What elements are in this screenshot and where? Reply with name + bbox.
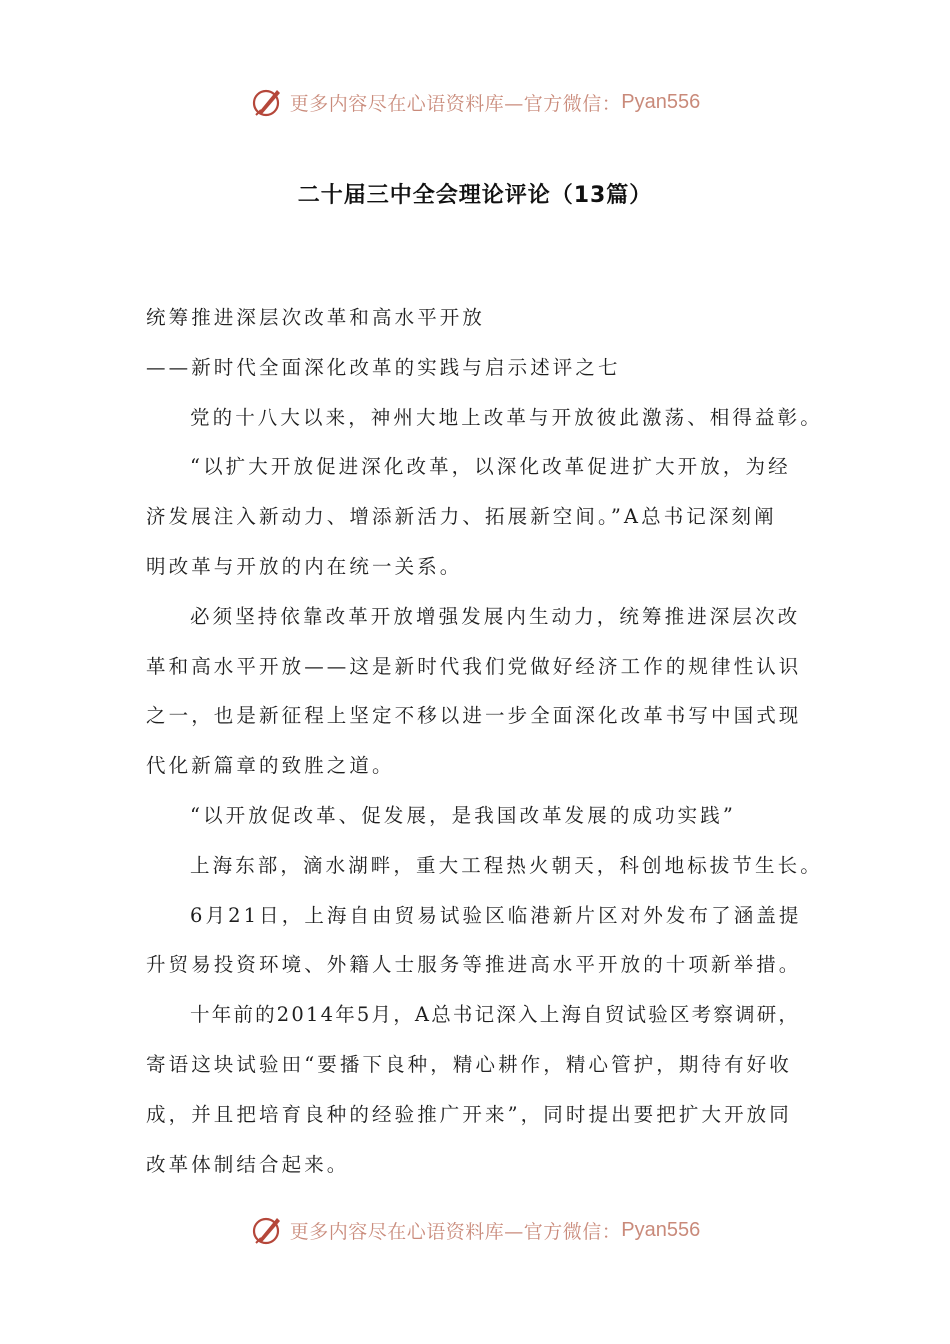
banner-wechat-id: Pyan556 [621, 90, 701, 113]
article-heading: 统筹推进深层次改革和高水平开放 [146, 306, 486, 329]
paragraph-line: 之一，也是新征程上坚定不移以进一步全面深化改革书写中国式现 [146, 704, 802, 728]
paragraph-line: 明改革与开放的内在统一关系。 [146, 554, 463, 578]
paragraph-line: 成，并且把培育良种的经验推广开来”，同时提出要把扩大开放同 [146, 1102, 792, 1126]
paragraph-line: “以扩大开放促进深化改革，以深化改革促进扩大开放，为经 [190, 455, 791, 479]
paragraph-line: 6月21日，上海自由贸易试验区临港新片区对外发布了涵盖提 [190, 903, 802, 927]
banner-text: 更多内容尽在心语资料库—官方微信： [289, 1220, 622, 1243]
document-title: 二十届三中全会理论评论（13篇） [297, 183, 653, 208]
article-subheading: ——新时代全面深化改革的实践与启示述评之七 [146, 355, 621, 379]
quill-pen-logo-icon [250, 1213, 284, 1247]
paragraph-line: 升贸易投资环境、外籍人士服务等推进高水平开放的十项新举措。 [146, 953, 802, 977]
footer-watermark-banner [0, 1210, 950, 1250]
paragraph-line: 济发展注入新动力、增添新活力、拓展新空间。”A总书记深刻阐 [146, 505, 777, 529]
paragraph-line: 党的十八大以来，神州大地上改革与开放彼此激荡、相得益彰。 [190, 405, 823, 429]
banner-text: 更多内容尽在心语资料库—官方微信： [289, 92, 622, 115]
paragraph-line: 代化新篇章的致胜之道。 [146, 754, 395, 778]
paragraph-line: 必须坚持依靠改革开放增强发展内生动力，统筹推进深层次改 [190, 604, 801, 628]
banner-wechat-id: Pyan556 [621, 1218, 701, 1241]
quill-pen-logo-icon [250, 85, 284, 119]
paragraph-line: 革和高水平开放——这是新时代我们党做好经济工作的规律性认识 [146, 654, 802, 678]
paragraph-line: 改革体制结合起来。 [146, 1152, 350, 1176]
document-body [146, 298, 823, 1194]
paragraph-line: 上海东部，滴水湖畔，重大工程热火朝天，科创地标拔节生长。 [190, 853, 823, 877]
section-heading: “以开放促改革、促发展，是我国改革发展的成功实践” [190, 803, 736, 827]
paragraph-line: 寄语这块试验田“要播下良种，精心耕作，精心管护，期待有好收 [146, 1052, 792, 1076]
header-watermark-banner [0, 82, 950, 122]
paragraph-line: 十年前的2014年5月，A总书记深入上海自贸试验区考察调研， [190, 1003, 801, 1027]
